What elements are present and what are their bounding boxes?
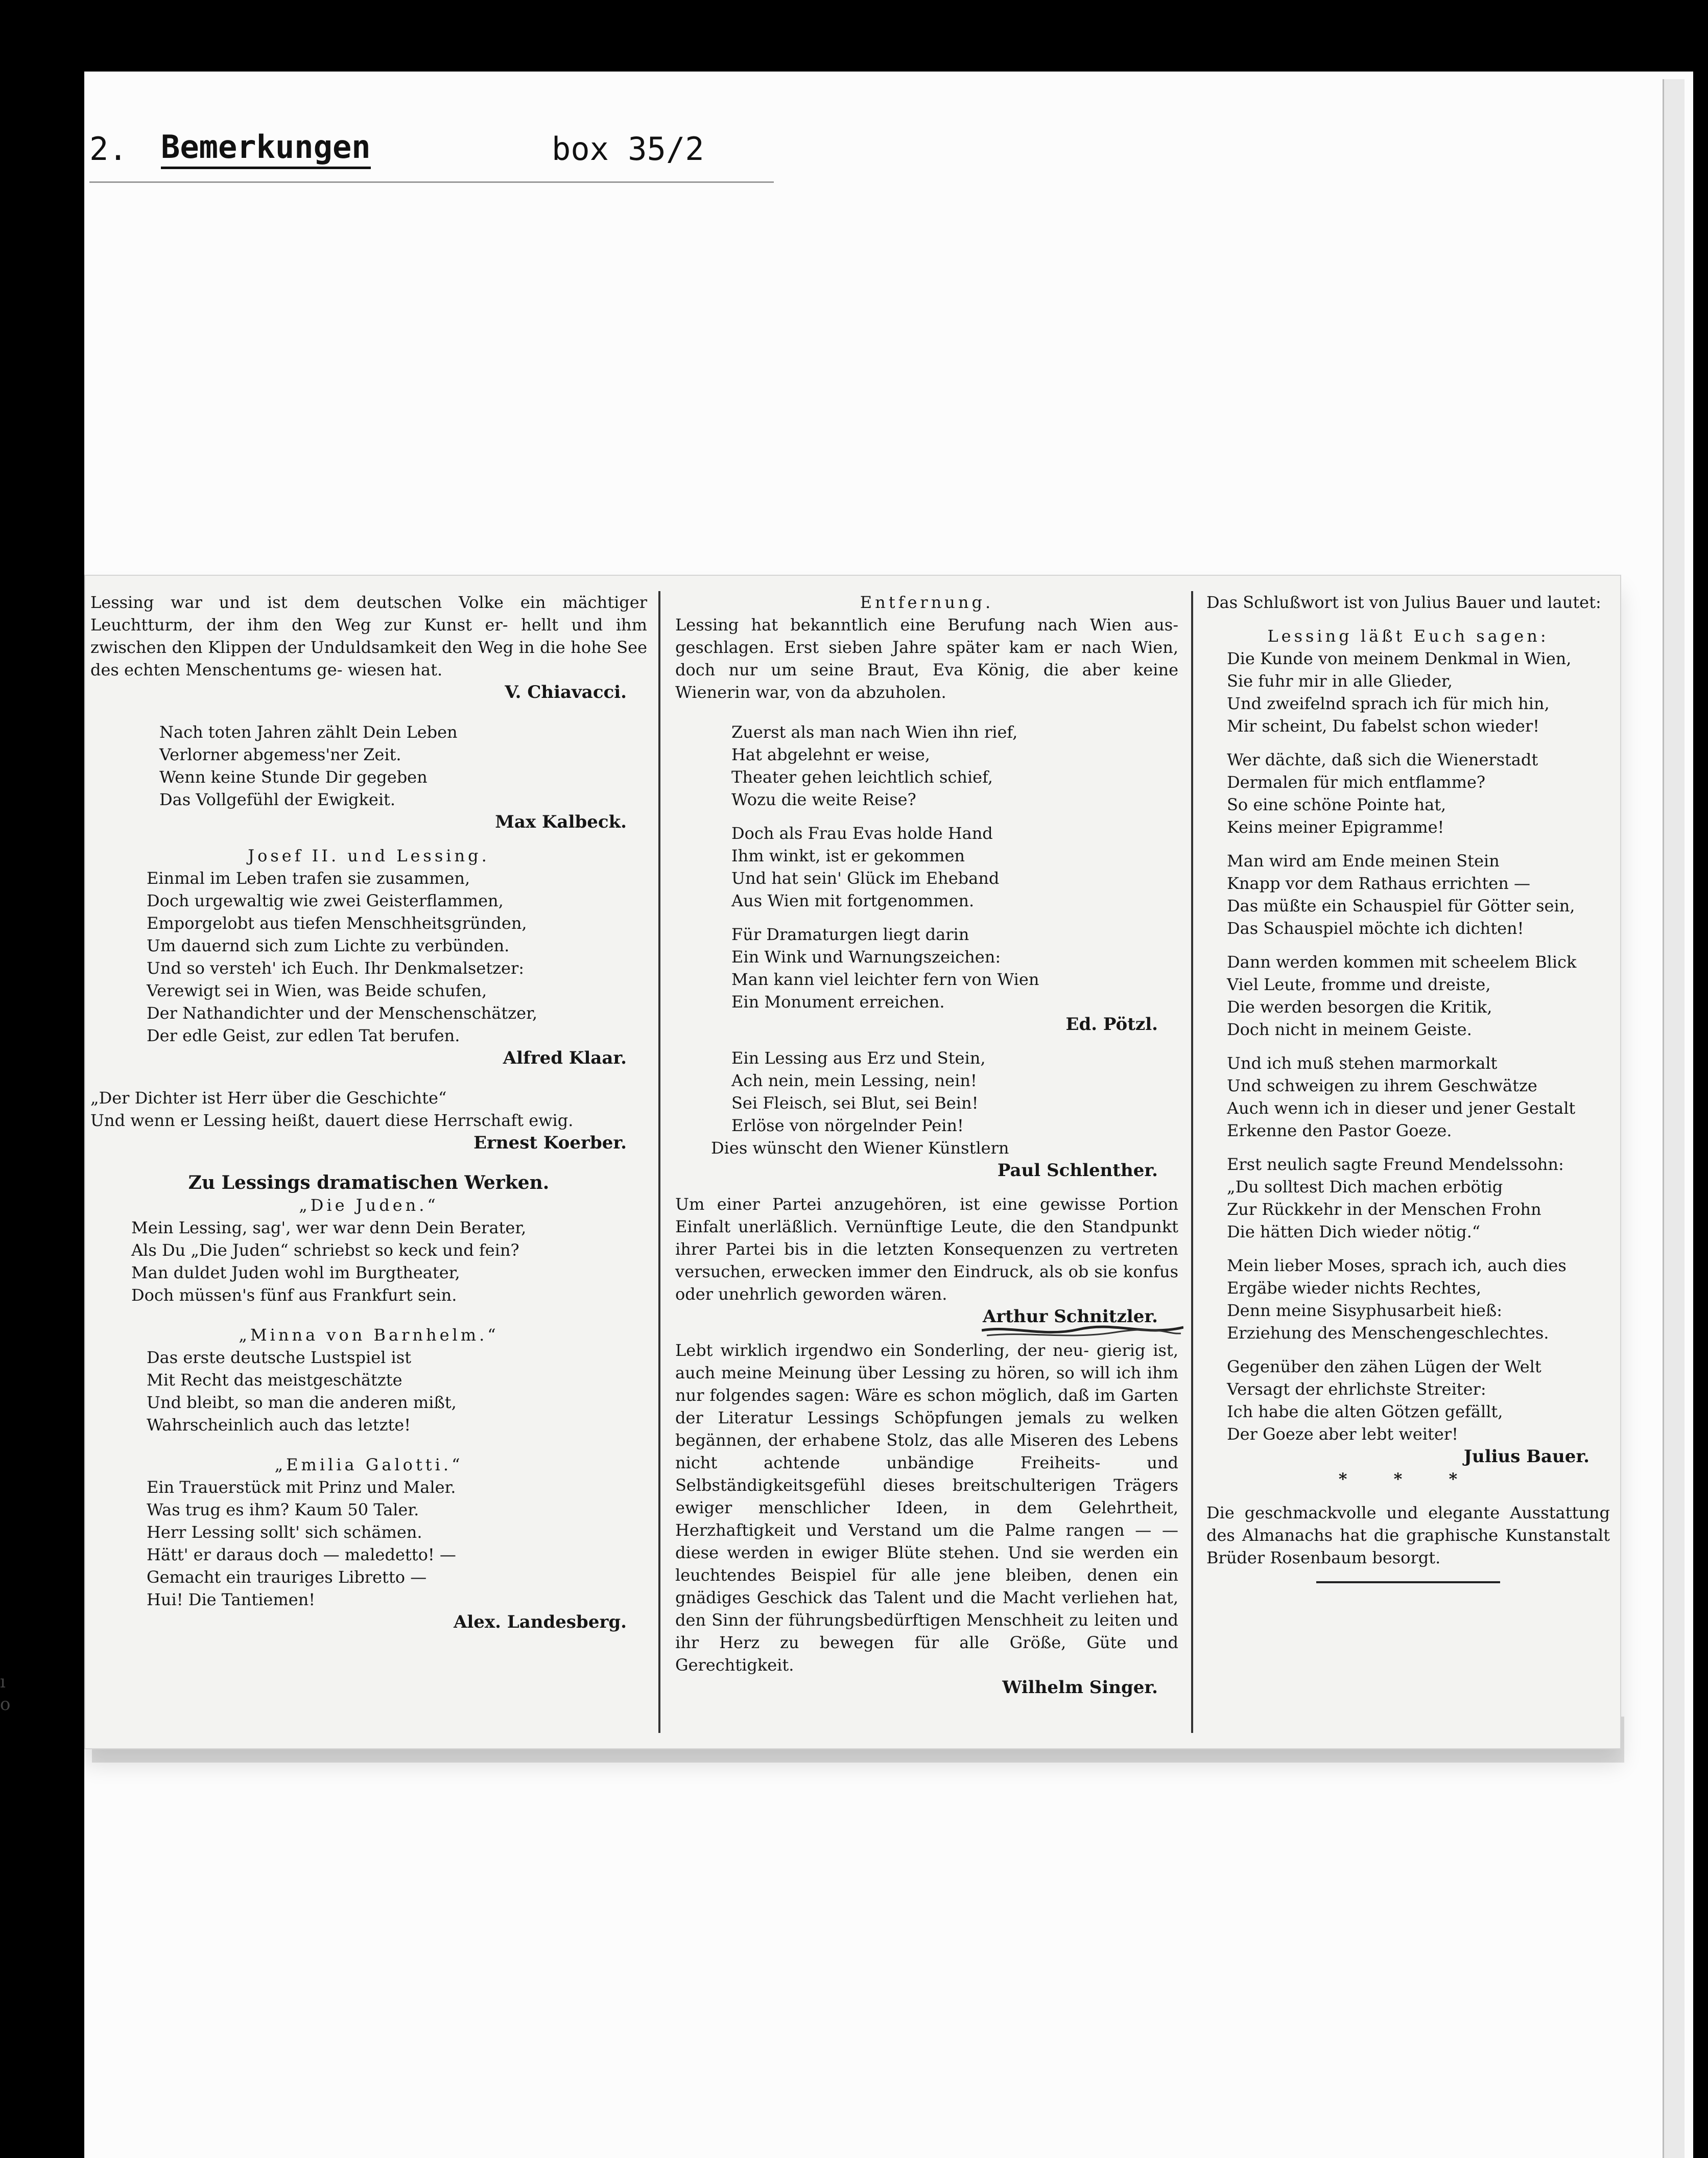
signature-landesberg: Alex. Landesberg. (453, 1612, 627, 1632)
poem-kalbeck: Nach toten Jahren zählt Dein Leben Verlorner abgemess'ner Zeit. Wenn keine Stunde Dir gegeben Das Vollgefühl der Ewigkeit. (159, 722, 458, 809)
poem-josef: Einmal im Leben trafen sie zusammen, Doch urgewaltig wie zwei Geisterflammen, Emporgelobt aus tiefen Menschheitsgründen, Um dauernd sich zum Lichte zu verbünden. Und so versteh' ich Euch. Ihr Denkmalsetzer: Verewigt sei in Wien, was Beide schufen, Der Nathandichter und der Menschenschätzer, Der edle Geist, zur edlen Tat berufen. (147, 869, 538, 1045)
schnitzler-text (675, 1193, 1178, 1305)
heading-josef: Josef II. und Lessing. (248, 846, 490, 865)
heading-werke: Zu Lessings dramatischen Werken. (188, 1172, 550, 1193)
text-line: Lessing war und ist dem deutschen Volke ein (90, 593, 546, 612)
folder-number: 2. (89, 130, 128, 168)
left-edge-mark: o (0, 1694, 11, 1715)
poem-emilia: Ein Trauerstück mit Prinz und Maler. Was trug es ihm? Kaum 50 Taler. Herr Lessing sollt' sich schämen. Hätt' er daraus doch — maledetto! — Gemacht ein trauriges Libretto — Hui! Die Tantiemen! (147, 1477, 456, 1609)
text-line: zu vertreten versuchen, erwecken immer den Eindruck, als (675, 1239, 1179, 1281)
column-1 (90, 591, 647, 1633)
singer-text (675, 1339, 1178, 1676)
text-line: Palme rangen — — diese werden in ewiger Blüte (675, 1520, 1179, 1562)
schlusswort-text (1206, 591, 1610, 614)
column-3 (1206, 591, 1610, 1583)
poem-schlenther-last: Dies wünscht den Wiener Künstlern (711, 1138, 1009, 1158)
stanza-3: Man wird am Ende meinen Stein Knapp vor dem Rathaus errichten — Das müßte ein Schauspiel für Götter sein, Das Schauspiel möchte ich dichten! (1227, 851, 1575, 938)
signature-schlenther: Paul Schlenther. (997, 1160, 1158, 1181)
chiavacci-text (90, 591, 647, 681)
entfernung-text (675, 614, 1178, 703)
signature-bauer: Julius Bauer. (1463, 1446, 1590, 1467)
signature-chiavacci: V. Chiavacci. (505, 682, 627, 702)
end-rule (1316, 1581, 1500, 1583)
signature-poetzl: Ed. Pötzl. (1065, 1014, 1158, 1035)
text-line: den Weg in die hohe See des echten Menschentums ge- (90, 638, 648, 679)
page-edge (1663, 79, 1685, 2158)
heading-lessing-sagen: Lessing läßt Euch sagen: (1267, 626, 1549, 646)
page-header (89, 123, 774, 179)
poem-schlenther: Ein Lessing aus Erz und Stein, Ach nein, mein Lessing, nein! Sei Fleisch, sei Blut, sei Bein! Erlöse von nörgelnder Pein! (731, 1048, 986, 1135)
poem-entfernung-2: Doch als Frau Evas holde Hand Ihm winkt, ist er gekommen Und hat sein' Glück im Eheband Aus Wien mit fortgenommen. (731, 824, 1000, 910)
text-line: Stolz, das alle Miseren des Lebens nicht achtende (675, 1430, 1178, 1472)
signature-schnitzler: Arthur Schnitzler. (983, 1306, 1158, 1327)
signature-koerber: Ernest Koerber. (473, 1133, 627, 1153)
stanza-8: Gegenüber den zähen Lügen der Welt Versagt der ehrlichste Streiter: Ich habe die alten Götzen gefällt, Der Goeze aber lebt weiter! (1227, 1357, 1541, 1444)
text-line: Macht verliehen hat, den Sinn der führungsbedürftigen (675, 1588, 1179, 1630)
title-juden: „Die Juden.“ (299, 1195, 439, 1215)
text-line: doch nur um seine Braut, Eva König, die aber keine (675, 660, 1178, 679)
text-line: ob sie konfus oder unehrlich geworden wären. (675, 1262, 1178, 1304)
title-emilia: „Emilia Galotti.“ (274, 1455, 463, 1474)
stanza-7: Mein lieber Moses, sprach ich, auch dies Ergäbe wieder nichts Rechtes, Denn meine Sisyphusarbeit hieß: Erziehung des Menschengeschlechtes. (1227, 1256, 1567, 1343)
poem-entfernung-1: Zuerst als man nach Wien ihn rief, Hat abgelehnt er weise, Theater gehen leichtlich schief, Wozu die weite Reise? (731, 722, 1018, 809)
folder-title: Bemerkungen (161, 130, 371, 169)
text-line: Schöpfungen jemals zu welken begännen, der erhabene (675, 1408, 1179, 1450)
title-minna: „Minna von Barnhelm.“ (239, 1325, 499, 1345)
stanza-6: Erst neulich sagte Freund Mendelssohn: „Du solltest Dich machen erbötig Zur Rückkehr in der Menschen Frohn Die hätten Dich wieder nötig.“ (1227, 1155, 1564, 1241)
box-label: box 35/2 (552, 130, 704, 168)
poem-juden: Mein Lessing, sag', wer war denn Dein Berater, Als Du „Die Juden“ schriebst so keck und fein? Man duldet Juden wohl im Burgtheater, Doch müssen's fünf aus Frankfurt sein. (131, 1218, 527, 1305)
text-line: Rosenbaum besorgt. (1270, 1548, 1441, 1567)
signature-klaar: Alfred Klaar. (503, 1048, 627, 1068)
text-line: breitschulterigen Trägers ewiger menschlicher Ideen, in (675, 1475, 1179, 1517)
stanza-2: Wer dächte, daß sich die Wienerstadt Dermalen für mich entflamme? So eine schöne Pointe hat, Keins meiner Epigramme! (1227, 750, 1538, 837)
text-line: lautet: (1547, 593, 1601, 612)
poem-entfernung-3: Für Dramaturgen liegt darin Ein Wink und Warnungszeichen: Man kann viel leichter fern von Wien Ein Monument erreichen. (731, 925, 1039, 1012)
poem-minna: Das erste deutsche Lustspiel ist Mit Recht das meistgeschätzte Und bleibt, so man die anderen mißt, Wahrscheinlich auch das letzte! (147, 1348, 457, 1435)
text-line: gierig ist, auch meine Meinung über Lessing zu hören, (675, 1341, 1178, 1382)
stanza-4: Dann werden kommen mit scheelem Blick Viel Leute, fromme und dreiste, Die werden besorgen die Kritik, Doch nicht in meinem Geiste. (1227, 952, 1577, 1039)
signature-kalbeck: Max Kalbeck. (495, 812, 627, 832)
text-line: hellt und ihm zwischen den Klippen der Unduldsamkeit (90, 615, 648, 657)
text-line: stehen. Und sie werden ein leuchtendes Beispiel für alle (675, 1543, 1179, 1585)
column-2 (675, 591, 1178, 1699)
text-line: Um einer Partei anzugehören, ist eine gewisse (675, 1194, 1106, 1214)
text-line: so will ich ihm nur folgendes sagen: Wäre es schon (675, 1363, 1179, 1405)
text-line: Lebt wirklich irgendwo ein Sonderling, der neu- (675, 1341, 1089, 1360)
signature-singer: Wilhelm Singer. (1002, 1677, 1158, 1698)
text-line: Wienerin war, von da abzuholen. (675, 683, 946, 702)
left-edge-mark: ı (0, 1672, 6, 1692)
ornament-stars: * * * (1338, 1469, 1478, 1489)
header-rule (89, 181, 774, 183)
text-line: unbändige Freiheits- und Selbständigkeitsgefühl dieses (675, 1453, 1179, 1495)
text-line: möglich, daß im Garten der Literatur Lessings (675, 1386, 1179, 1427)
text-line: geschlagen. Erst sieben Jahre später kam er nach Wien, (675, 638, 1178, 657)
stanza-1: Die Kunde von meinem Denkmal in Wien, Sie fuhr mir in alle Glieder, Und zweifelnd sprach ich für mich hin, Mir scheint, Du fabelst schon wieder! (1227, 649, 1572, 736)
stanza-5: Und ich muß stehen marmorkalt Und schweigen zu ihrem Geschwätze Auch wenn ich in dieser und jener Gestalt Erkenne den Pastor Goeze. (1227, 1053, 1576, 1140)
text-line: dem Gelehrtheit, Herzhaftigkeit und Verstand um die (675, 1498, 1179, 1540)
text-line: jene bleiben, denen ein gnädiges Geschick das Talent und die (675, 1565, 1179, 1607)
text-line: Das Schlußwort ist von Julius Bauer und (1206, 593, 1543, 612)
text-line: Die geschmackvolle und elegante Ausstattung des (1206, 1503, 1610, 1545)
text-line: Almanachs hat die graphische Kunstanstalt Brüder (1206, 1526, 1610, 1567)
text-line: Größe, Güte und Gerechtigkeit. (675, 1633, 1179, 1675)
text-line: Lessing hat bekanntlich eine Berufung nach Wien aus- (675, 615, 1178, 635)
dichter-text: „Der Dichter ist Herr über die Geschichte“ Und wenn er Lessing heißt, dauert diese Herrschaft ewig. (90, 1088, 574, 1130)
text-line: mächtiger Leuchtturm, der ihm den Weg zur Kunst er- (90, 593, 648, 635)
text-line: Portion Einfalt unerläßlich. Vernünftige Leute, die den (675, 1194, 1179, 1236)
colophon-text (1206, 1502, 1610, 1569)
heading-entfernung: Entfernung. (860, 593, 994, 612)
text-line: Standpunkt ihrer Partei bis in die letzten Konsequenzen (675, 1217, 1179, 1259)
text-line: Menschheit zu leiten und ihr Herz zu bewegen für alle (675, 1610, 1179, 1652)
newspaper-clipping (84, 575, 1621, 1749)
column-rule (1191, 591, 1193, 1733)
column-rule (658, 591, 660, 1733)
left-edge-marks (0, 1671, 20, 1752)
text-line: wiesen hat. (347, 660, 443, 679)
